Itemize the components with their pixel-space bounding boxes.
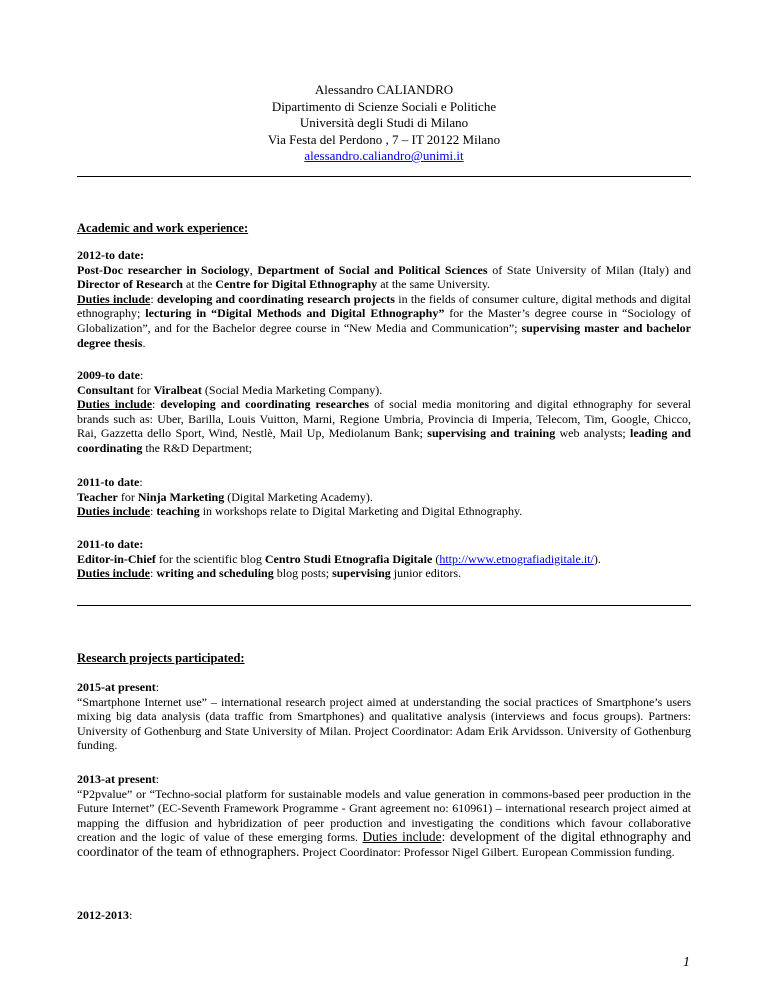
entry-date: 2011-to date: bbox=[77, 537, 144, 551]
organization: Ninja Marketing bbox=[137, 489, 225, 504]
department: Department of Social and Political Sciences bbox=[257, 262, 488, 277]
duties-label: Duties include bbox=[77, 504, 151, 519]
author-name: Alessandro CALIANDRO bbox=[314, 82, 454, 97]
university-line: Università degli Studi di Milano bbox=[299, 115, 469, 130]
address-line: Via Festa del Perdono , 7 – IT 20122 Milano bbox=[267, 131, 501, 147]
blog-link[interactable]: http://www.etnografiadigitale.it/ bbox=[439, 551, 594, 566]
entry-consultant: 2009-to date: Consultant for Viralbeat (Social Media Marketing Company). Duties include: developing and coordinating researches of social media monitoring and digital ethnography for several brands such as: Uber, Barilla, Louis Vuitton, Marni, Regione Umbria, Provincia di Imperia, Telecom, Tim, Google, Chicco, Rai, Gazzetta dello Sport, Wind, Nestlè, Mail Up, Mediolanum Bank; supervising and training web analysts; leading and coordinating the R&D Department; bbox=[77, 368, 691, 455]
role: Editor-in-Chief bbox=[77, 551, 156, 566]
divider-top bbox=[77, 176, 691, 177]
duties-label: Duties include bbox=[77, 397, 153, 412]
divider-middle bbox=[77, 605, 691, 606]
project-description: “Smartphone Internet use” – international research project aimed at understanding the social practices of Smartphone’s users mixing big data analysis (data traffic from Smartphones) and qualitative analysis (interviews and focus groups). Partners: University of Gothenburg and State University of Milan. Project Coordinator: Adam Erik Arvidsson. University of Gothenburg funding. bbox=[77, 694, 691, 753]
entry-date: 2013-at present bbox=[77, 772, 156, 786]
entry-date: 2012-to date: bbox=[77, 248, 144, 262]
role: Consultant bbox=[77, 382, 134, 397]
entry-postdoc: 2012-to date: Post-Doc researcher in Sociology, Department of Social and Political Sciences of State University of Milan (Italy) and Director of Research at the Centre for Digital Ethnography at the same University. Duties include: developing and coordinating research projects in the fields of consumer culture, digital methods and digital ethnography; lecturing in “Digital Methods and Digital Ethnography” for the Master’s degree course in “Sociology of Globalization”, and for the Bachelor degree course in “New Media and Communication”; supervising master and bachelor degree thesis. bbox=[77, 248, 692, 350]
department-line: Dipartimento di Scienze Sociali e Politiche bbox=[271, 98, 497, 114]
duties-label: Duties include bbox=[77, 291, 151, 306]
project-p2pvalue: 2013-at present: “P2pvalue” or “Techno-social platform for sustainable models and value generation in commons-based peer production in the Future Internet” (EC-Seventh Framework Programme - Grant agreement no: 610961) – international research project aimed at mapping the diffusion and hybridization of peer production and investigating the conditions which favour collaborative creation and the logic of value of these emerging forms. Duties include: development of the digital ethnography and coordinator of the team of ethnographers. Project Coordinator: Professor Nigel Gilbert. European Commission funding. bbox=[77, 772, 691, 859]
director-role: Director of Research bbox=[77, 277, 183, 292]
organization: Viralbeat bbox=[153, 382, 202, 397]
email-link[interactable]: alessandro.caliandro@unimi.it bbox=[304, 148, 464, 163]
page-number: 1 bbox=[683, 955, 690, 970]
entry-date: 2009-to date bbox=[77, 368, 140, 382]
role: Post-Doc researcher in Sociology bbox=[77, 262, 250, 277]
section-title-research: Research projects participated: bbox=[77, 651, 245, 665]
contact-header bbox=[0, 82, 768, 165]
entry-date: 2012-2013 bbox=[77, 908, 129, 922]
entry-teacher: 2011-to date: Teacher for Ninja Marketing (Digital Marketing Academy). Duties include: teaching in workshops relate to Digital Marketing and Digital Ethnography. bbox=[77, 475, 523, 519]
project-smartphone: 2015-at present: “Smartphone Internet use” – international research project aimed at understanding the social practices of Smartphone’s users mixing big data analysis (data traffic from Smartphones) and qualitative analysis (interviews and focus groups). Partners: University of Gothenburg and State University of Milan. Project Coordinator: Adam Erik Arvidsson. University of Gothenburg funding. bbox=[77, 680, 691, 753]
project-2012-2013: 2012-2013: bbox=[77, 908, 133, 922]
role: Teacher bbox=[77, 489, 118, 504]
entry-date: 2015-at present bbox=[77, 680, 156, 694]
duties-label: Duties include bbox=[77, 566, 151, 581]
entry-editor: 2011-to date: Editor-in-Chief for the scientific blog Centro Studi Etnografia Digitale (http://www.etnografiadigitale.it/). Duties include: writing and scheduling blog posts; supervising junior editors. bbox=[77, 537, 691, 581]
entry-date: 2011-to date bbox=[77, 475, 140, 489]
centre-name: Centre for Digital Ethnography bbox=[215, 277, 378, 292]
organization: Centro Studi Etnografia Digitale bbox=[264, 551, 433, 566]
project-description: “P2pvalue” or “Techno-social platform for sustainable models and value generation in commons-based peer production in the Future Internet” (EC-Seventh Framework Programme - Grant agreement no: 610961) – international research project aimed at mapping the diffusion and hybridization of peer production and investigating the conditions which favour collaborative creation and the logic of value of these emerging forms. bbox=[77, 786, 691, 845]
section-title-academic: Academic and work experience: bbox=[77, 221, 249, 235]
duties-label: Duties include bbox=[362, 829, 442, 845]
